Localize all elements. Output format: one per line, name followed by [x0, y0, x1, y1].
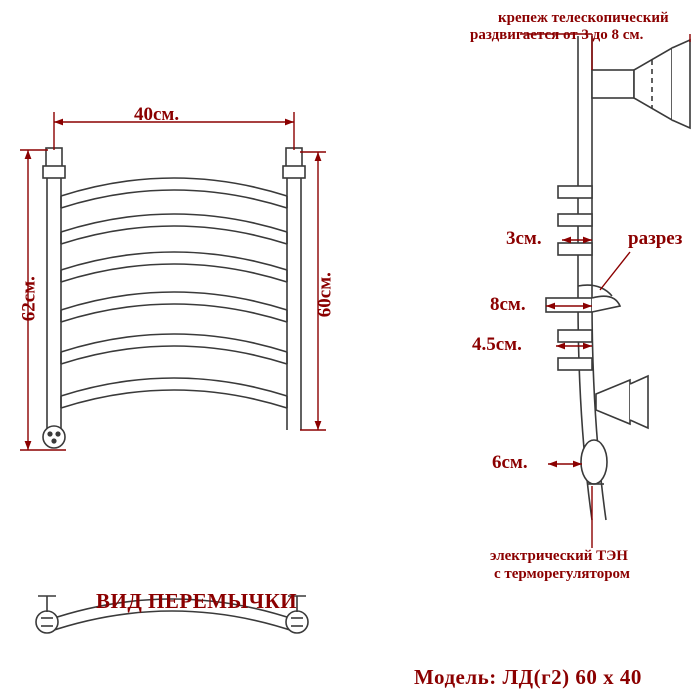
left-view-outer-height-label: 62см.	[18, 276, 40, 322]
dim-3cm-label: 3см.	[506, 228, 542, 249]
dim-8cm-label: 8см.	[490, 294, 526, 315]
left-view-width-label: 40см.	[134, 104, 180, 125]
dim-45cm-label: 4.5см.	[472, 334, 522, 355]
dim-6cm-label: 6см.	[492, 452, 528, 473]
mount-note-line2: раздвигается от 3 до 8 см.	[470, 27, 644, 43]
heater-note-line2: с терморегулятором	[494, 566, 630, 582]
left-elevation-view	[43, 148, 305, 448]
heater-note-line1: электрический ТЭН	[490, 548, 628, 564]
model-label: Модель: ЛД(г2) 60 х 40	[414, 665, 642, 689]
bridge-view-title: ВИД ПЕРЕМЫЧКИ	[96, 589, 298, 613]
cut-label: разрез	[628, 228, 683, 249]
right-section-view	[546, 36, 690, 520]
mount-note-line1: крепеж телескопический	[498, 10, 669, 26]
left-view-inner-height-label: 60см.	[314, 272, 336, 318]
